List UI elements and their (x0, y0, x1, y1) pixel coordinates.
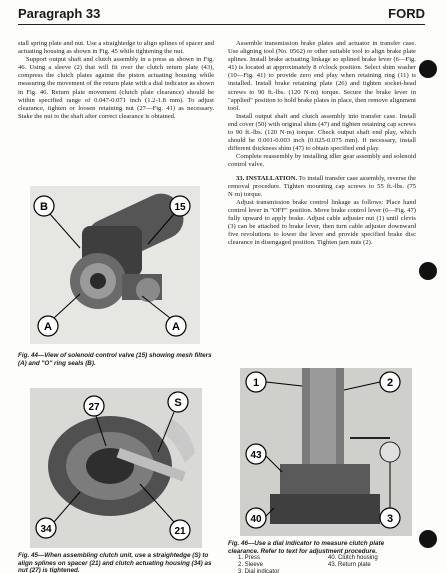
figure-46-legend (238, 555, 418, 573)
callout-label-2: 2 (386, 377, 394, 389)
paragraph: Support output shaft and clutch assembly in a press as shown in Fig. 46. Using a sleeve (2) that will fit over the clutch return plate (43), compress the clutch plates against the piston actuating housing while measuring the movement of the return plate with a dial indicator as shown in Fig. 46. Return plate movement (clutch plate clearance) should be within specified range of 0.047-0.071 inch (1.2-1.8 mm). To adjust clearance, tighten or loosen retaining nut (27—Fig. 41) as necessary. Stake the nut to the shaft after correct clearance is obtained. (18, 56, 214, 120)
callout-label-27: 27 (88, 402, 100, 413)
paragraph: Complete reassembly by installing idler gear assembly and solenoid control valve. (228, 153, 416, 169)
callout-label-s: S (174, 397, 182, 409)
binder-hole-bottom (419, 530, 437, 548)
callout-label-b: B (40, 201, 48, 213)
binder-hole-middle (419, 262, 437, 280)
callout-label-21: 21 (174, 526, 186, 537)
legend-item: 40. Clutch housing (328, 555, 378, 561)
callout-label-a: A (44, 321, 52, 333)
figure-46-caption: Fig. 46—Use a dial indicator to measure clutch plate clearance. Refer to text for adjustment procedure. (228, 540, 385, 555)
legend-item: 3. Dial indicator (238, 569, 280, 573)
figure-45-photo (30, 388, 202, 548)
callout-label-34: 34 (40, 524, 52, 535)
legend-item: 1. Press (238, 555, 261, 561)
legend-item: 2. Sleeve (238, 562, 264, 568)
callout-label-40: 40 (250, 514, 262, 525)
page-header (18, 4, 425, 25)
callout-label-a: A (172, 321, 180, 333)
paragraph: stall spring plate and nut. Use a straightedge to align splines of spacer and actuating housing as shown in Fig. 45 while tightening the nut. (18, 40, 214, 56)
section-heading: 33. INSTALLATION. (236, 174, 298, 182)
paragraph: Install output shaft and clutch assembly into transfer case. Install end cover (50) with original shim (47) and tighten retaining cap screws to 90 ft.-lbs. (120 N·m) torque. Check output shaft end play, which should be 0.001-0.003 inch (0.025-0.075 mm). If necessary, install different thickness shim (47) to obtain specified end play. (228, 112, 416, 153)
figure-44-photo (30, 186, 200, 344)
figure-44-caption: Fig. 44—View of solenoid control valve (15) showing mesh filters (A) and "O" ring seals (B). (18, 352, 212, 367)
paragraph-number: Paragraph 33 (18, 6, 101, 21)
binder-hole-top (419, 60, 437, 78)
legend-item: 43. Return plate (328, 562, 371, 568)
callout-label-1: 1 (252, 377, 260, 389)
paragraph: Adjust transmission brake control linkage as follows: Place hand control lever in "OFF" position. Move brake control lever (6—Fig. 47) fully upward to apply brake. Adjust cable adjuster nut (1) until clevis (3) can be attached to brake lever, then turn cable adjuster downward five revolutions to lower the lever and provide specified brake disc clearance in disengaged position. Tighten jam nuts (2). (228, 198, 416, 247)
left-column-text (18, 40, 214, 121)
callout-label-3: 3 (386, 513, 394, 525)
figure-46-photo (240, 368, 412, 536)
paragraph: Assemble transmission brake plates and actuator in transfer case. Use aligning tool (No. 0562) or other suitable tool to align brake plate splines. Install brake actuating linkage so splined brake lever (6—Fig. 41) is located at approximately 8 o'clock position. Select shim washer (10—Fig. 41) to provide zero end play when retaining ring (11) is installed. Install brake retaining plate (26) and tighten socket-head screws to 90 ft.-lbs. (120 N·m) torque. Secure the brake lever in "applied" position to hold brake plates in place, then remove alignment tool. (228, 40, 416, 112)
right-column-text (228, 40, 416, 247)
callout-label-43: 43 (250, 450, 262, 461)
paragraph: To install transfer case assembly, reverse the removal procedure. Tighten mounting cap screws to 55 ft.-lbs. (75 N·m) torque. (228, 174, 416, 198)
callout-label-15: 15 (174, 202, 186, 213)
figure-45-caption: Fig. 45—When assembling clutch unit, use a straightedge (S) to align splines on spacer (21) and clutch actuating housing (34) as nut (27) is tightened. (18, 552, 212, 573)
brand-title: FORD (388, 6, 425, 21)
